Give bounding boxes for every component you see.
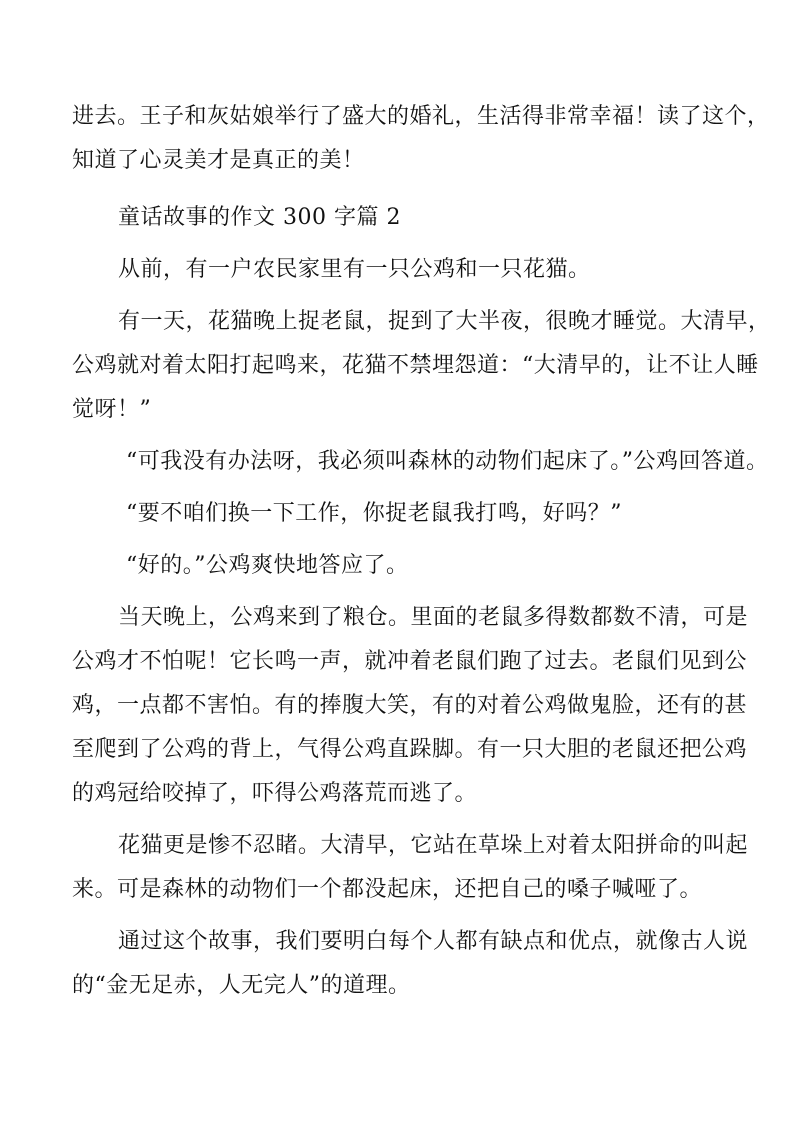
- paragraph-line: 的鸡冠给咬掉了，吓得公鸡落荒而逃了。: [72, 781, 478, 806]
- paragraph-line: 花猫更是惨不忍睹。大清早，它站在草垛上对着太阳拼命的叫起: [118, 833, 749, 858]
- paragraph-line: 觉呀！”: [72, 397, 152, 422]
- paragraph-line: 的“金无足赤，人无完人”的道理。: [72, 973, 411, 998]
- paragraph-line: “要不咱们换一下工作，你捉老鼠我打鸣，好吗？”: [126, 501, 622, 526]
- paragraph-line: 知道了心灵美才是真正的美！: [72, 148, 365, 173]
- paragraph-line: “可我没有办法呀，我必须叫森林的动物们起床了。”公鸡回答道。: [126, 449, 769, 474]
- paragraph-line: 有一天，花猫晚上捉老鼠，捉到了大半夜，很晚才睡觉。大清早，: [118, 309, 771, 334]
- paragraph-line: 进去。王子和灰姑娘举行了盛大的婚礼，生活得非常幸福！读了这个，: [72, 104, 770, 129]
- paragraph-line: 从前，有一户农民家里有一只公鸡和一只花猫。: [118, 257, 591, 282]
- paragraph-line: “好的。”公鸡爽快地答应了。: [126, 553, 409, 578]
- paragraph-line: 来。可是森林的动物们一个都没起床，还把自己的嗓子喊哑了。: [72, 877, 703, 902]
- paragraph-line: 鸡，一点都不害怕。有的捧腹大笑，有的对着公鸡做鬼脸，还有的甚: [72, 693, 748, 718]
- paragraph-line: 公鸡才不怕呢！它长鸣一声，就冲着老鼠们跑了过去。老鼠们见到公: [72, 649, 748, 674]
- paragraph-line: 公鸡就对着太阳打起鸣来，花猫不禁埋怨道：“大清早的，让不让人睡: [72, 353, 759, 378]
- paragraph-line: 至爬到了公鸡的背上，气得公鸡直跺脚。有一只大胆的老鼠还把公鸡: [72, 737, 748, 762]
- section-heading: 童话故事的作文 300 字篇 2: [118, 205, 401, 230]
- paragraph-line: 通过这个故事，我们要明白每个人都有缺点和优点，就像古人说: [118, 929, 749, 954]
- paragraph-line: 当天晚上，公鸡来到了粮仓。里面的老鼠多得数都数不清，可是: [118, 605, 749, 630]
